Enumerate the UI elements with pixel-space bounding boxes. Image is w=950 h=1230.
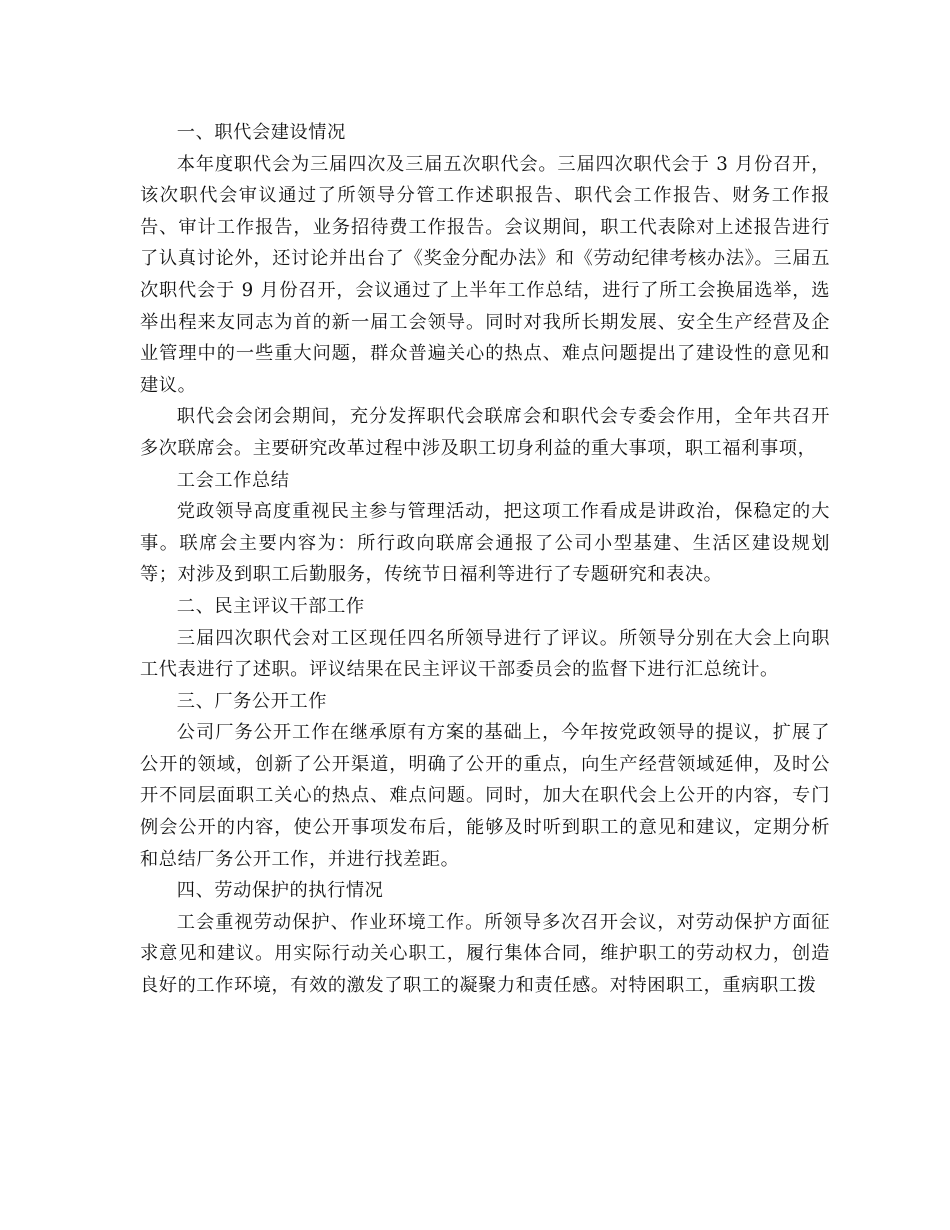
paragraph-4: 三届四次职代会对工区现任四名所领导进行了评议。所领导分别在大会上向职工代表进行了述职。评议结果在民主评议干部委员会的监督下进行汇总统计。 bbox=[140, 627, 830, 681]
paragraph-1: 本年度职代会为三届四次及三届五次职代会。三届四次职代会于 3 月份召开，该次职代会审议通过了所领导分管工作述职报告、职代会工作报告、财务工作报告、审计工作报告，业务招待费工作报告。会议期间，职工代表除对上述报告进行了认真讨论外，还讨论并出台了《奖金分配办法》和《劳动纪律考核办法》。三届五次职代会于 9 月份召开，会议通过了上半年工作总结，进行了所工会换届选举，选举出程来友同志为首的新一届工会领导。同时对我所长期发展、安全生产经营及企业管理中的一些重大问题，群众普遍关心的热点、难点问题提出了建设性的意见和建议。 bbox=[140, 153, 830, 396]
section-heading-1: 一、职代会建设情况 bbox=[176, 122, 346, 143]
section-heading-3: 三、厂务公开工作 bbox=[176, 690, 328, 712]
paragraph-2: 职代会会闭会期间，充分发挥职代会联席会和职代会专委会作用，全年共召开多次联席会。主要研究改革过程中涉及职工切身利益的重大事项，职工福利事项， bbox=[140, 406, 830, 459]
section-heading-union-summary: 工会工作总结 bbox=[176, 469, 290, 491]
section-heading-2: 二、民主评议干部工作 bbox=[176, 595, 365, 617]
document-body bbox=[140, 117, 830, 1002]
paragraph-3: 党政领导高度重视民主参与管理活动，把这项工作看成是讲政治，保稳定的大事。联席会主要内容为：所行政向联席会通报了公司小型基建、生活区建设规划等；对涉及到职工后勤服务，传统节日福利等进行了专题研究和表决。 bbox=[140, 501, 830, 586]
paragraph-5: 公司厂务公开工作在继承原有方案的基础上，今年按党政领导的提议，扩展了公开的领域，创新了公开渠道，明确了公开的重点，向生产经营领域延伸，及时公开不同层面职工关心的热点、难点问题。同时，加大在职代会上公开的内容，专门例会公开的内容，使公开事项发布后，能够及时听到职工的意见和建议，定期分析和总结厂务公开工作，并进行找差距。 bbox=[140, 722, 830, 870]
section-heading-4: 四、劳动保护的执行情况 bbox=[176, 880, 384, 902]
paragraph-6: 工会重视劳动保护、作业环境工作。所领导多次召开会议，对劳动保护方面征求意见和建议。用实际行动关心职工，履行集体合同，维护职工的劳动权力，创造良好的工作环境，有效的激发了职工的凝聚力和责任感。对特困职工，重病职工拨 bbox=[140, 911, 830, 997]
